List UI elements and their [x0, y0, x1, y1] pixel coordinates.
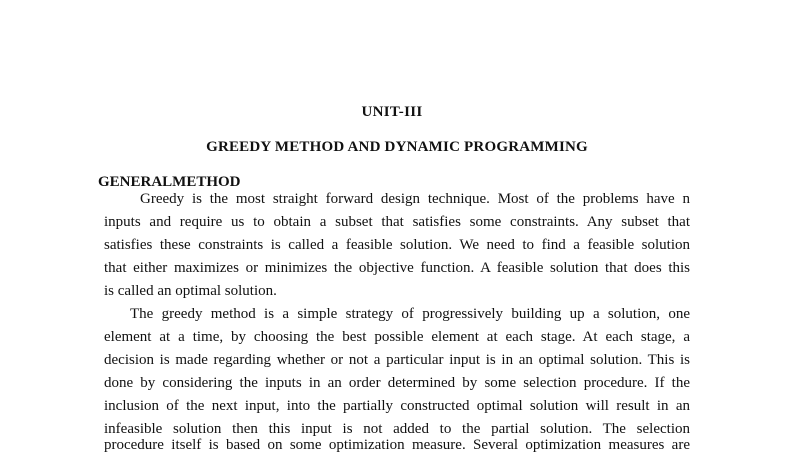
paragraph-line: infeasible solution then this input is not added to the partial solution. The selection — [104, 421, 690, 437]
unit-title: UNIT-III — [361, 104, 423, 120]
paragraph-line: satisfies these constraints is called a feasible solution. We need to find a feasible solution — [104, 237, 690, 253]
paragraph-line: inputs and require us to obtain a subset that satisfies some constraints. Any subset that — [104, 214, 690, 230]
section-heading: GENERALMETHOD — [98, 174, 241, 190]
paragraph-line: that either maximizes or minimizes the objective function. A feasible solution that does this — [104, 260, 690, 276]
paragraph-line: is called an optimal solution. — [104, 283, 277, 299]
paragraph-line: The greedy method is a simple strategy of progressively building up a solution, one — [130, 306, 690, 322]
paragraph-line: element at a time, by choosing the best possible element at each stage. At each stage, a — [104, 329, 690, 345]
paragraph-line: procedure itself is based on some optimization measure. Several optimization measures are — [104, 437, 690, 453]
paragraph-line: done by considering the inputs in an order determined by some selection procedure. If the — [104, 375, 690, 391]
paragraph-line: inclusion of the next input, into the partially constructed optimal solution will result in an — [104, 398, 690, 414]
paragraph-line: decision is made regarding whether or not a particular input is in an optimal solution. This is — [104, 352, 690, 368]
chapter-title: GREEDY METHOD AND DYNAMIC PROGRAMMING — [206, 139, 588, 155]
paragraph-line: Greedy is the most straight forward design technique. Most of the problems have n — [140, 191, 690, 207]
